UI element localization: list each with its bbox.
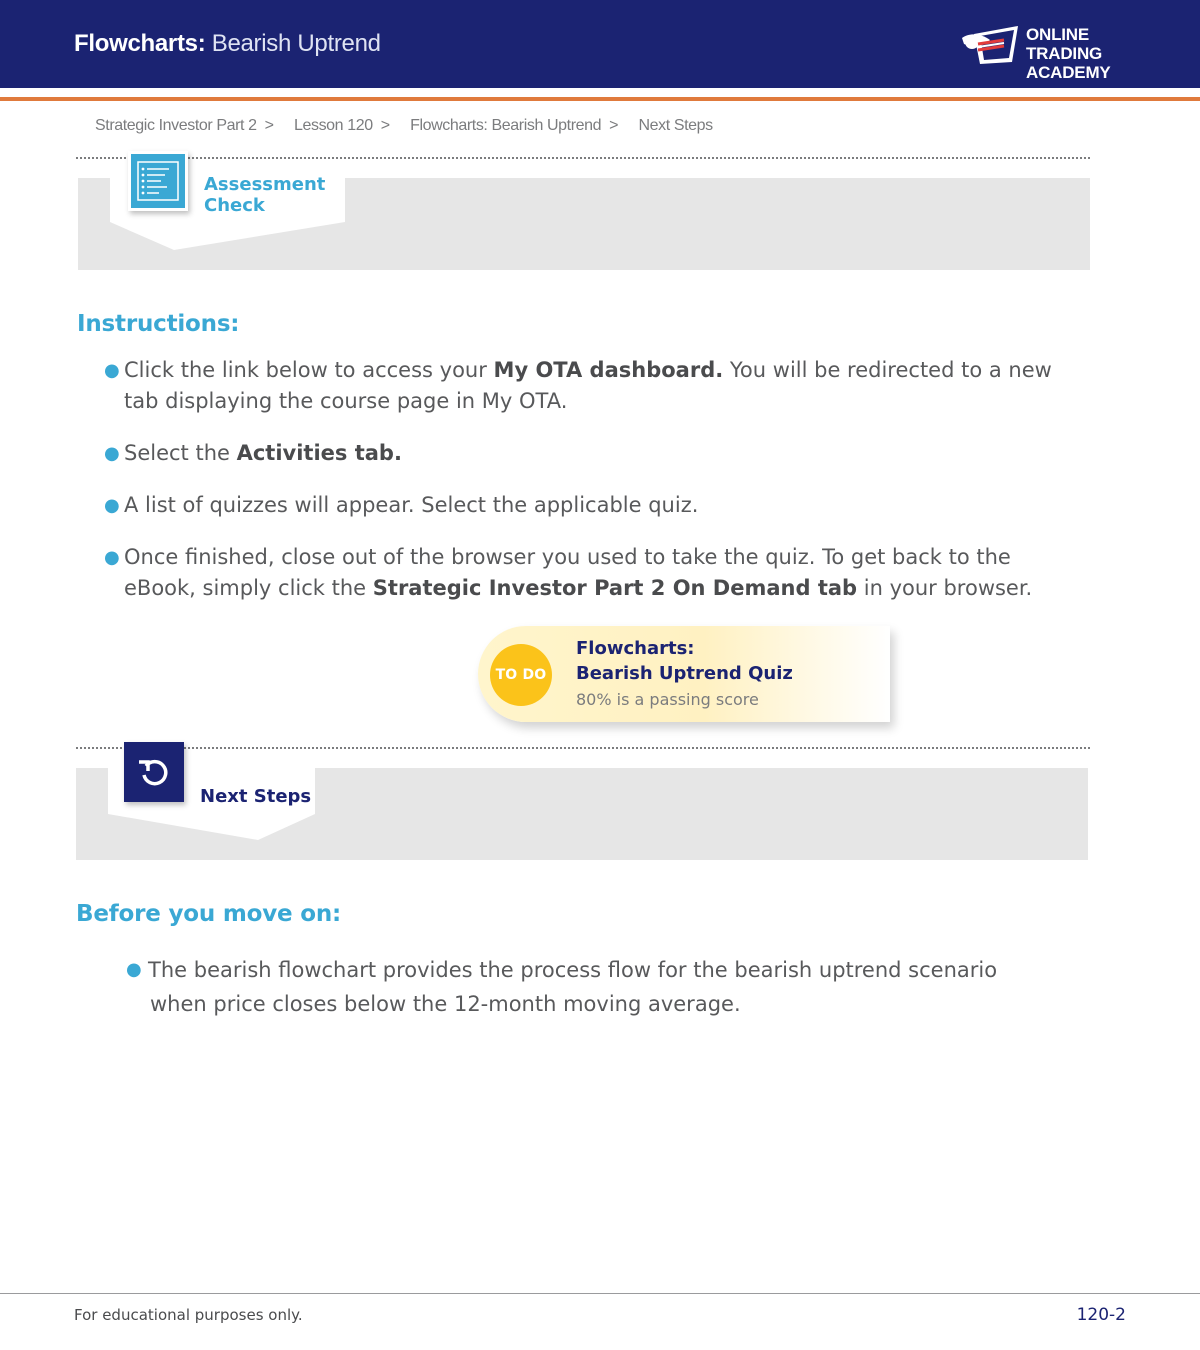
instruction-bold-text: Strategic Investor Part 2 On Demand tab (372, 576, 858, 600)
assessment-label (204, 174, 325, 216)
bullet-icon: ● (126, 959, 142, 980)
bullet-icon: ● (104, 360, 120, 381)
quiz-title-line-1: Flowcharts: (576, 638, 695, 659)
footer-divider (0, 1293, 1200, 1294)
list-item (104, 490, 1084, 521)
page-title (74, 30, 381, 58)
assessment-label-line-1: Assessment (204, 174, 326, 195)
breadcrumb-separator: > (380, 117, 391, 134)
list-item (126, 953, 1066, 1021)
header-divider-white (0, 88, 1200, 97)
bullet-icon: ● (104, 495, 120, 516)
breadcrumb-item-topic[interactable]: Flowcharts: Bearish Uptrend (410, 117, 602, 134)
breadcrumb-item-current[interactable]: Next Steps (638, 117, 713, 134)
instruction-text: You will be redirected to a new tab displaying the course page in My OTA. (124, 358, 1052, 413)
breadcrumb-item-lesson[interactable]: Lesson 120 (293, 117, 373, 134)
section-divider (76, 747, 1090, 749)
before-text-line-2: when price closes below the 12-month moving average. (150, 992, 741, 1016)
instruction-text: in your browser. (857, 576, 1033, 600)
instruction-text: Once finished, close out of the browser you used to take the quiz. To get back to the eBook, simply click the (124, 545, 1011, 600)
todo-badge (490, 644, 552, 706)
instructions-heading: Instructions: (77, 311, 240, 337)
list-item (104, 438, 1084, 469)
assessment-label-line-2: Check (204, 195, 265, 216)
instructions-list (104, 355, 1084, 625)
section-divider (76, 157, 1090, 159)
breadcrumb-item-course[interactable]: Strategic Investor Part 2 (95, 117, 257, 134)
instruction-bold-text: My OTA dashboard. (493, 358, 724, 382)
quiz-title-line-2: Bearish Uptrend Quiz (576, 663, 793, 684)
list-item (104, 355, 1084, 417)
header-divider-orange (0, 97, 1200, 101)
list-item (104, 542, 1084, 604)
checklist-icon (128, 151, 188, 211)
page-title-light: Bearish Uptrend (205, 30, 381, 57)
breadcrumb-separator: > (609, 117, 619, 134)
breadcrumb-separator: > (264, 117, 274, 134)
logo-line-1: ONLINE TRADING (1026, 25, 1103, 63)
instruction-text: A list of quizzes will appear. Select the applicable quiz. (124, 493, 699, 517)
quiz-passing-score: 80% is a passing score (576, 690, 759, 709)
before-list (126, 953, 1066, 1021)
page-header (0, 0, 1200, 88)
instruction-bold-text: Activities tab. (236, 441, 402, 465)
breadcrumb (95, 114, 721, 138)
footer-disclaimer: For educational purposes only. (74, 1306, 303, 1324)
refresh-icon (124, 742, 184, 802)
bullet-icon: ● (104, 443, 120, 464)
ota-logo-text (1026, 25, 1140, 82)
page-title-strong: Flowcharts: (74, 30, 206, 57)
todo-badge-label: TO DO (495, 667, 547, 683)
before-text-line-1: The bearish flowchart provides the process flow for the bearish uptrend scenario (148, 958, 998, 982)
logo-line-2: ACADEMY (1026, 63, 1111, 82)
bullet-icon: ● (104, 547, 120, 568)
page-number: 120-2 (1076, 1305, 1126, 1325)
before-heading: Before you move on: (76, 901, 342, 927)
ota-logo (960, 22, 1140, 82)
ota-logo-icon (960, 22, 1022, 68)
next-steps-label: Next Steps (200, 786, 312, 807)
instruction-text: Click the link below to access your (124, 358, 494, 382)
instruction-text: Select the (124, 441, 237, 465)
quiz-link-card[interactable] (478, 626, 890, 722)
